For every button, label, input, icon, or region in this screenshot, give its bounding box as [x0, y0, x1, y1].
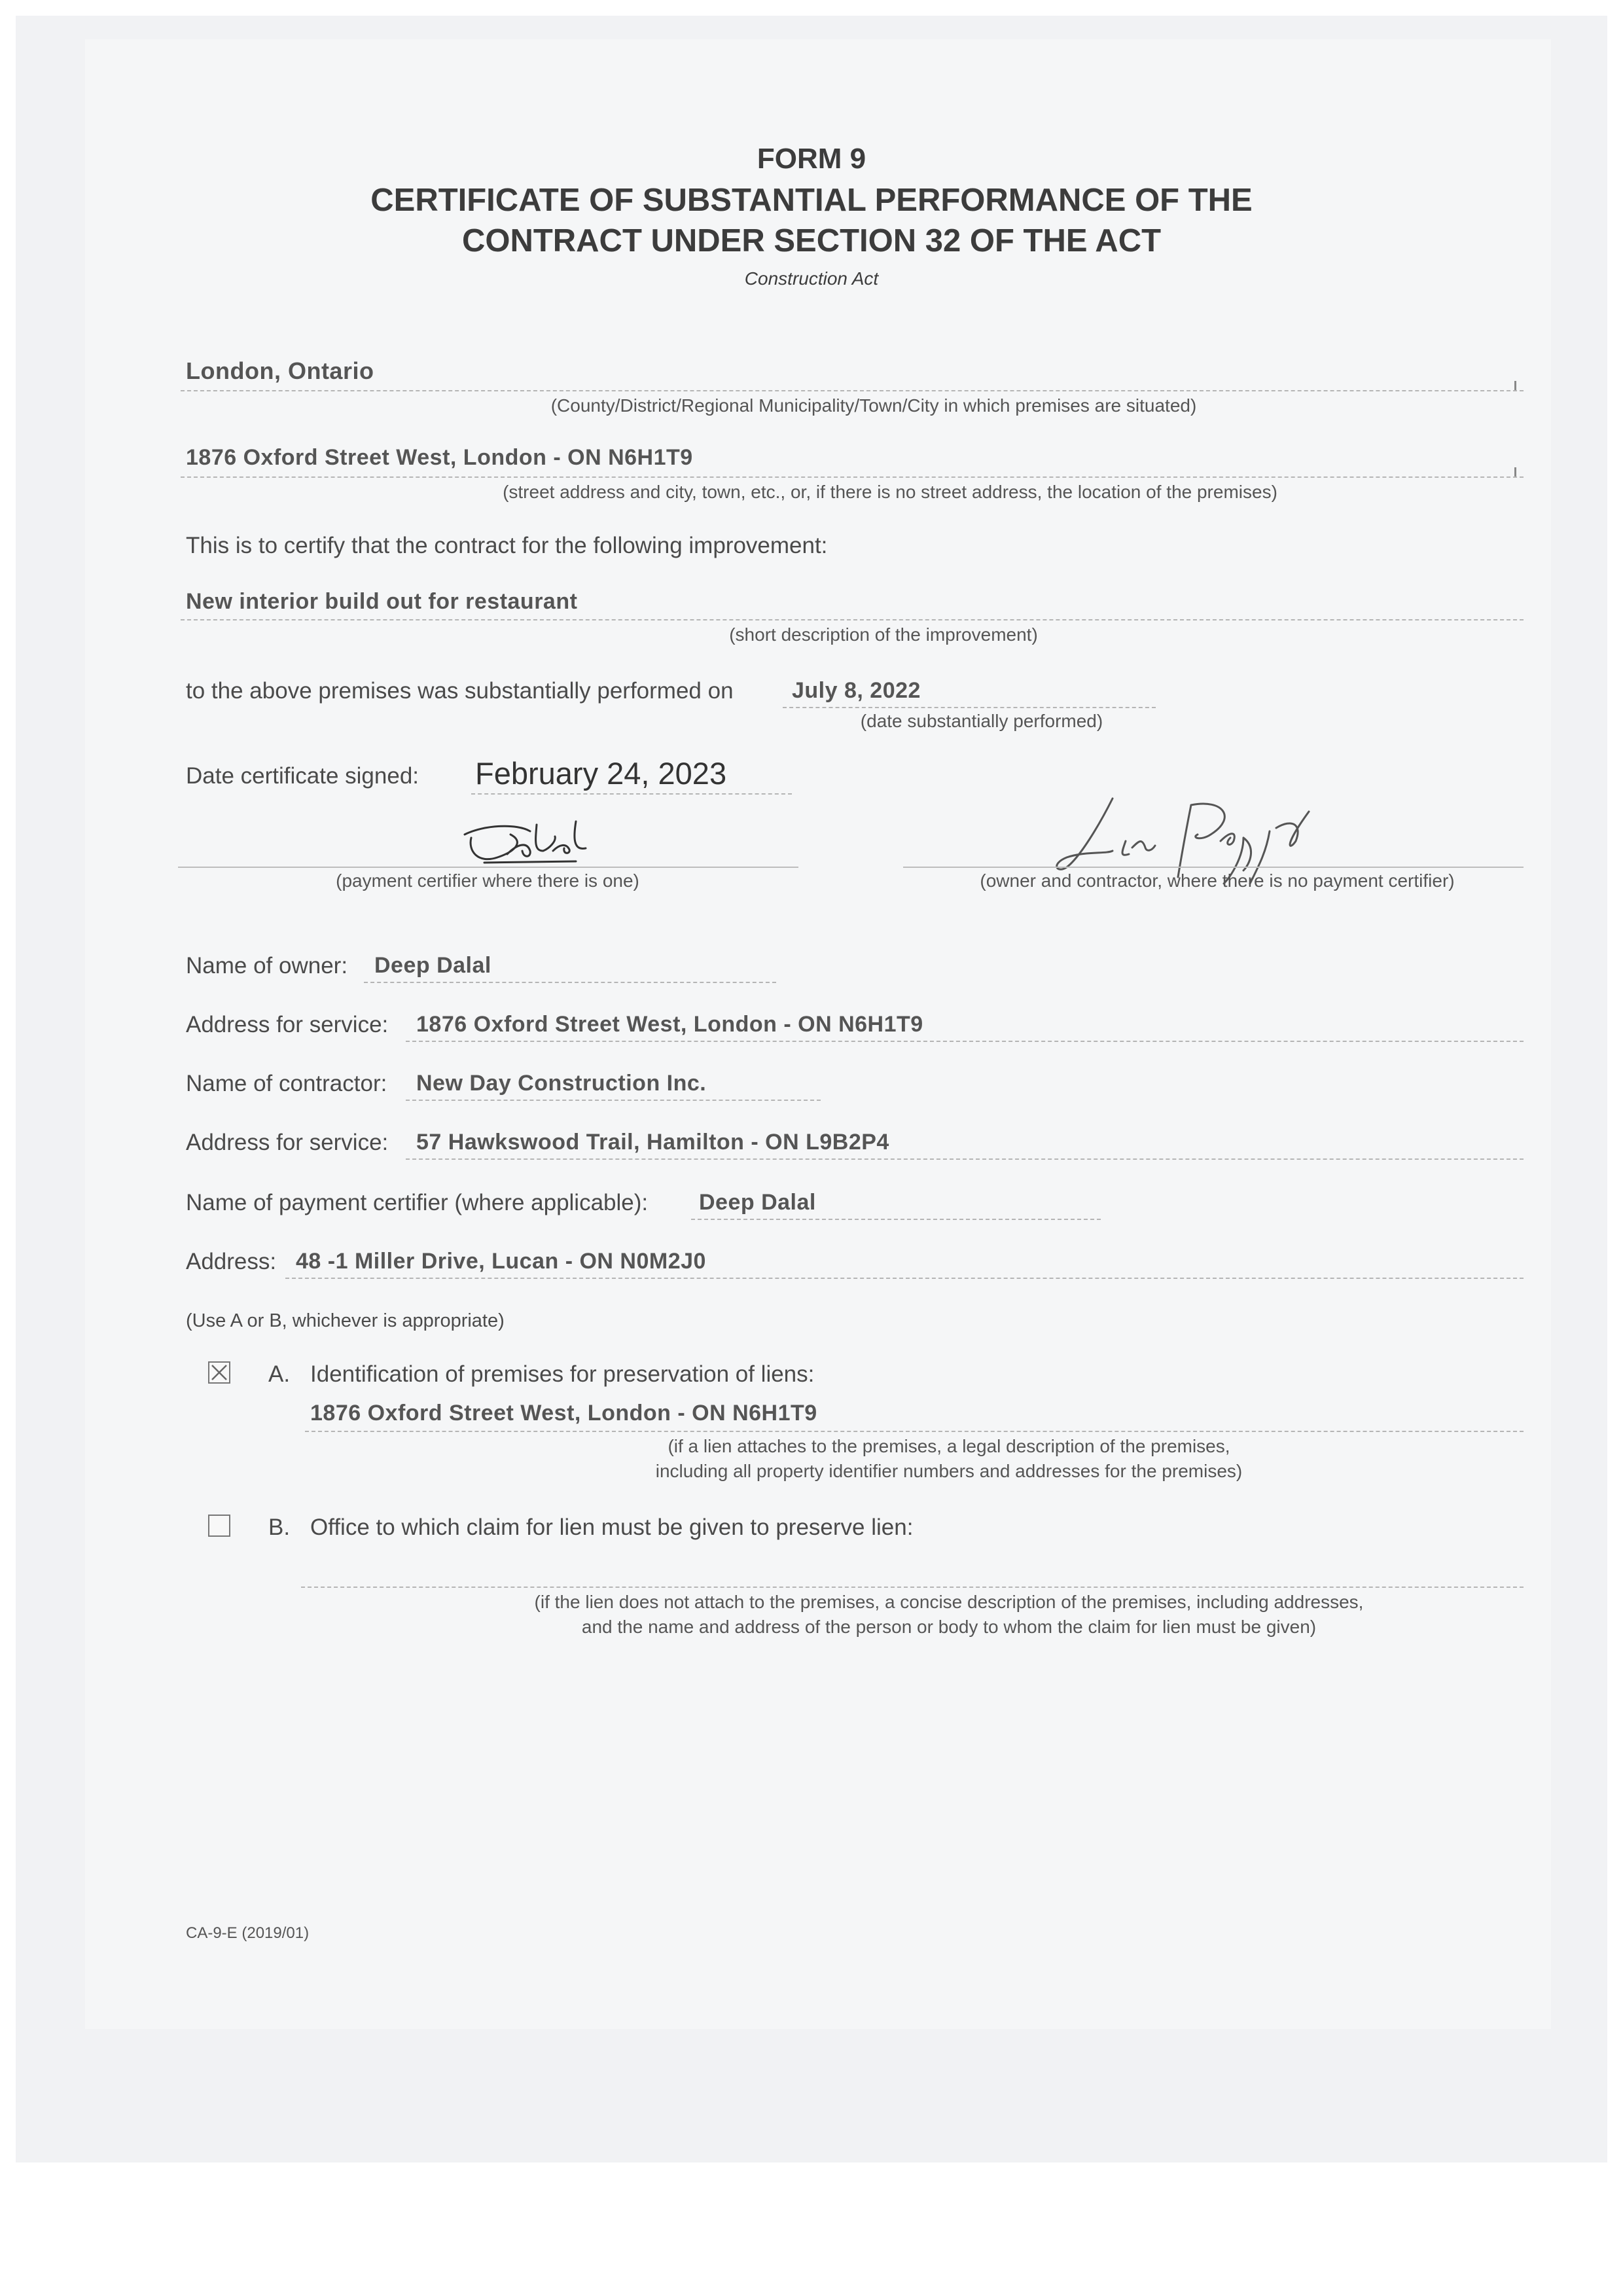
certifier-address-line	[285, 1278, 1524, 1279]
option-b-checkbox[interactable]	[208, 1515, 230, 1537]
municipality-line-end	[1514, 381, 1516, 390]
certification-intro: This is to certify that the contract for the following improvement:	[186, 533, 828, 558]
contractor-name-value: New Day Construction Inc.	[416, 1071, 707, 1096]
signed-date-line	[471, 793, 792, 795]
municipality-value: London, Ontario	[186, 357, 374, 384]
option-a-caption-1: (if a lien attaches to the premises, a legal description of the premises,	[668, 1436, 1230, 1456]
performed-date-value: July 8, 2022	[792, 678, 921, 703]
form-title-line-1: CERTIFICATE OF SUBSTANTIAL PERFORMANCE OF THE	[370, 183, 1253, 218]
option-a-letter: A.	[268, 1361, 291, 1387]
certifier-label: Name of payment certifier (where applicable):	[186, 1190, 649, 1215]
form-code: CA-9-E (2019/01)	[186, 1924, 310, 1942]
improvement-value: New interior build out for restaurant	[186, 589, 578, 614]
contractor-address-value: 57 Hawkswood Trail, Hamilton - ON L9B2P4	[416, 1130, 889, 1155]
owner-address-value: 1876 Oxford Street West, London - ON N6H1T9	[416, 1012, 923, 1037]
option-a-label: Identification of premises for preservation of liens:	[310, 1361, 815, 1387]
street-address-caption: (street address and city, town, etc., or, if there is no street address, the location of the premises)	[503, 482, 1277, 502]
owner-label: Name of owner:	[186, 953, 348, 978]
act-name: Construction Act	[744, 268, 879, 289]
payment-certifier-caption: (payment certifier where there is one)	[336, 870, 639, 891]
municipality-caption: (County/District/Regional Municipality/Town/City in which premises are situated)	[550, 395, 1197, 416]
certifier-address-value: 48 -1 Miller Drive, Lucan - ON N0M2J0	[296, 1249, 706, 1274]
option-a-value: 1876 Oxford Street West, London - ON N6H1T9	[310, 1401, 817, 1426]
contractor-name-line	[406, 1100, 821, 1101]
option-a-checkbox[interactable]	[208, 1361, 230, 1384]
signed-label: Date certificate signed:	[186, 763, 419, 789]
performed-date-caption: (date substantially performed)	[860, 711, 1103, 731]
owner-name-line	[364, 982, 776, 983]
street-address-value: 1876 Oxford Street West, London - ON N6H1T9	[186, 445, 693, 470]
option-b-caption-1: (if the lien does not attach to the premises, a concise description of the premises, including addresses,	[534, 1592, 1364, 1612]
option-b-label: Office to which claim for lien must be given to preserve lien:	[310, 1515, 914, 1540]
municipality-line	[181, 390, 1524, 391]
street-address-line	[181, 476, 1524, 478]
owner-contractor-line	[903, 867, 1524, 868]
option-b-line	[301, 1587, 1524, 1588]
owner-address-line	[406, 1041, 1524, 1042]
owner-address-label: Address for service:	[186, 1012, 389, 1037]
form-title-line-2: CONTRACT UNDER SECTION 32 OF THE ACT	[461, 223, 1162, 259]
form-number: FORM 9	[757, 143, 866, 175]
contractor-address-line	[406, 1158, 1524, 1160]
improvement-caption: (short description of the improvement)	[729, 624, 1038, 645]
performed-label: to the above premises was substantially performed on	[186, 678, 734, 704]
option-a-caption-2: including all property identifier numbers and addresses for the premises)	[655, 1461, 1243, 1481]
owner-contractor-caption: (owner and contractor, where there is no payment certifier)	[980, 870, 1455, 891]
certifier-name-value: Deep Dalal	[699, 1190, 816, 1215]
performed-date-line	[783, 707, 1156, 708]
payment-certifier-line	[178, 867, 798, 868]
options-instruction: (Use A or B, whichever is appropriate)	[186, 1310, 505, 1331]
certifier-address-label: Address:	[186, 1249, 277, 1274]
check-x-icon	[209, 1363, 229, 1382]
option-b-letter: B.	[268, 1515, 291, 1540]
improvement-line	[181, 619, 1524, 620]
contractor-label: Name of contractor:	[186, 1071, 387, 1096]
option-b-caption-2: and the name and address of the person or body to whom the claim for lien must be given)	[581, 1617, 1317, 1637]
contractor-address-label: Address for service:	[186, 1130, 389, 1155]
signed-date-value: February 24, 2023	[475, 756, 727, 791]
option-a-line	[305, 1431, 1524, 1432]
street-address-line-end	[1514, 467, 1516, 476]
owner-name-value: Deep Dalal	[374, 953, 491, 978]
certifier-name-line	[691, 1219, 1101, 1220]
